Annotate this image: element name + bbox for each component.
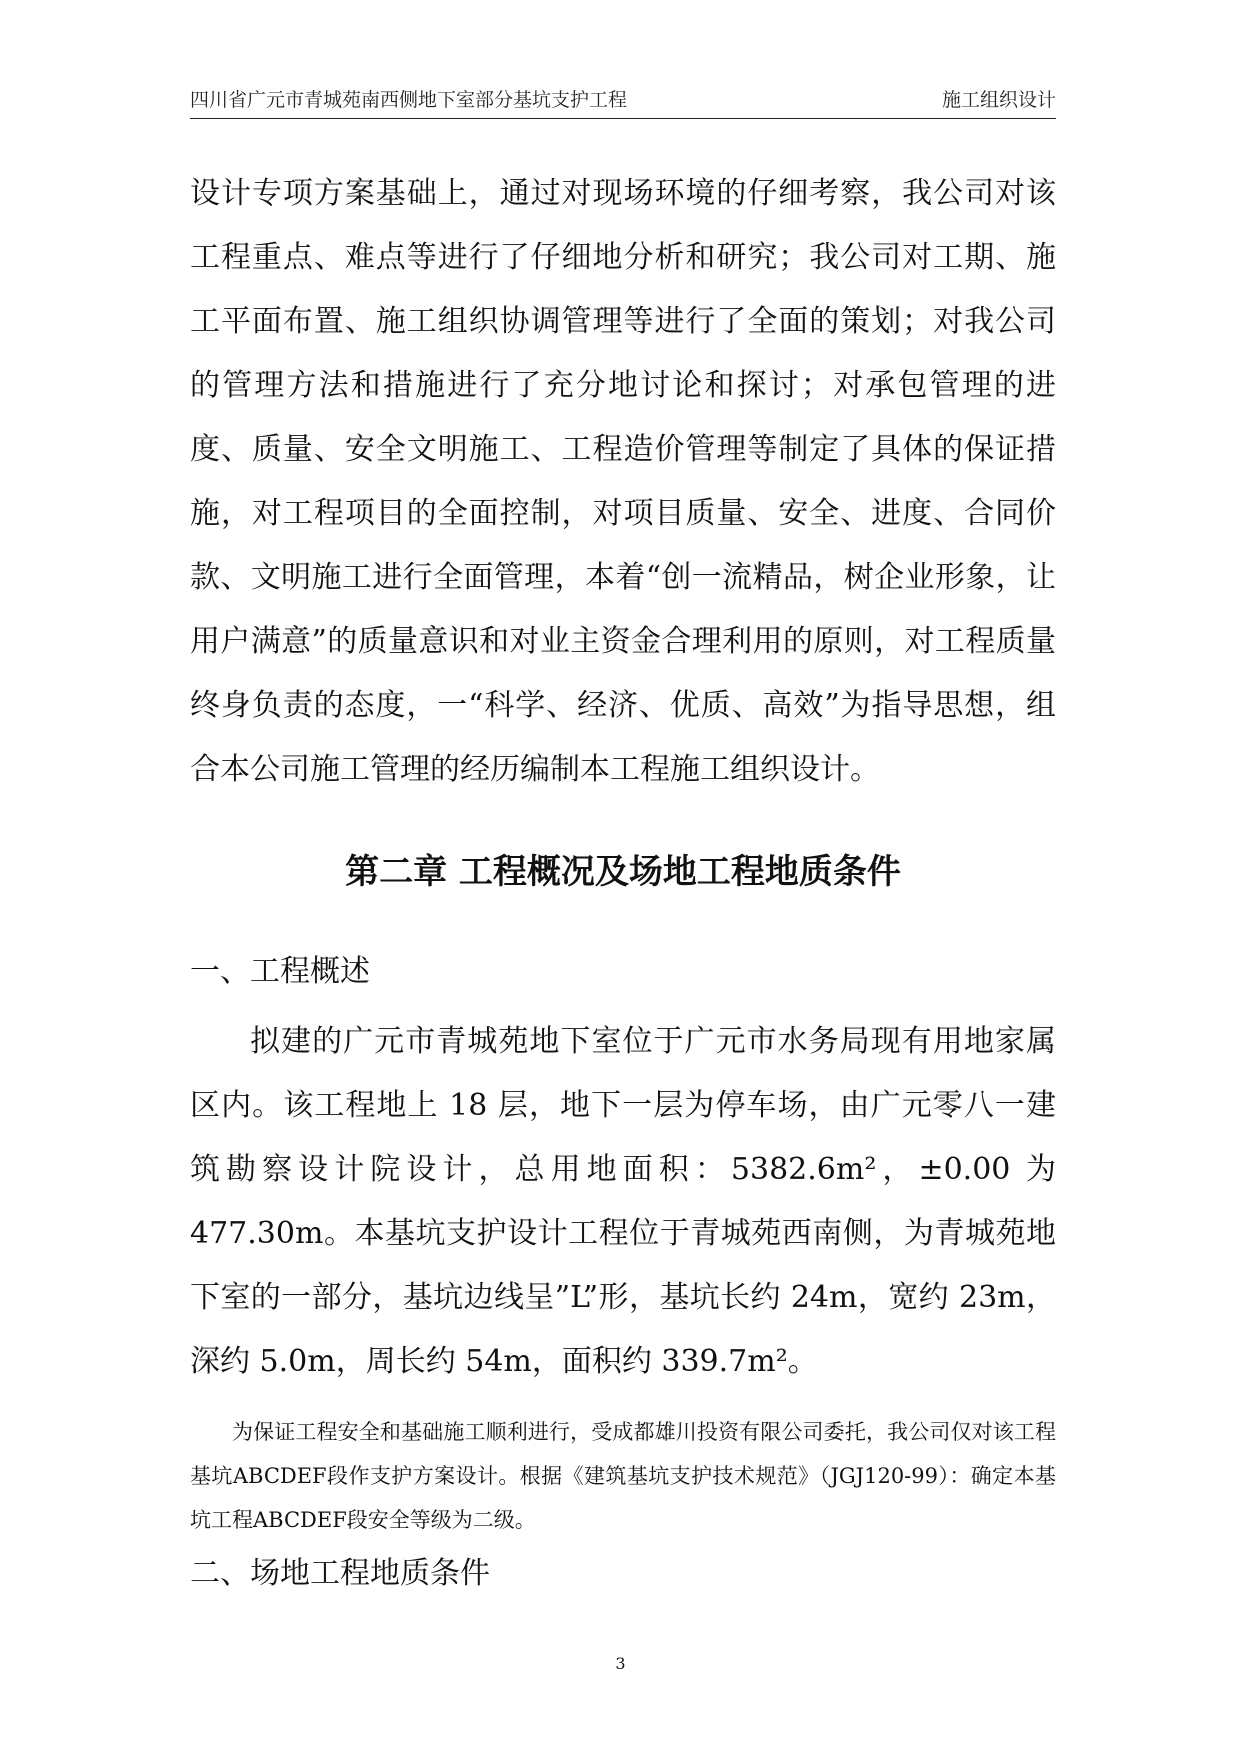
header-document-type: 施工组织设计 xyxy=(941,89,1056,111)
intro-paragraph: 设计专项方案基础上，通过对现场环境的仔细考察，我公司对该工程重点、难点等进行了仔细地分析和研究；我公司对工期、施工平面布置、施工组织协调管理等进行了全面的策划；对我公司的管理方法和措施进行了充分地讨论和探讨；对承包管理的进度、质量、安全文明施工、工程造价管理等制定了具体的保证措施，对工程项目的全面控制，对项目质量、安全、进度、合同价款、文明施工进行全面管理，本着“创一流精品，树企业形象，让用户满意”的质量意识和对业主资金合理利用的原则，对工程质量终身负责的态度，一“科学、经济、优质、高效”为指导思想，组合本公司施工管理的经历编制本工程施工组织设计。 xyxy=(190,176,1056,787)
commission-paragraph: 为保证工程安全和基础施工顺利进行，受成都雄川投资有限公司委托，我公司仅对该工程基坑ABCDEF段作支护方案设计。根据《建筑基坑支护技术规范》（JGJ120-99）：确定本基坑工程ABCDEF段安全等级为二级。 xyxy=(190,1420,1056,1532)
section-heading-overview: 一、工程概述 xyxy=(190,954,370,989)
intro-paragraph-block xyxy=(190,162,1056,802)
overview-paragraph-block xyxy=(190,1010,1056,1394)
overview-paragraph: 拟建的广元市青城苑地下室位于广元市水务局现有用地家属区内。该工程地上 18 层，地下一层为停车场，由广元零八一建筑勘察设计院设计，总用地面积：5382.6m²，±0.00 为 477.30m。本基坑支护设计工程位于青城苑西南侧，为青城苑地下室的一部分，基坑边线呈”L”形，基坑长约 24m，宽约 23m，深约 5.0m，周长约 54m，面积约 339.7m²。 xyxy=(190,1024,1056,1379)
page-number: 3 xyxy=(615,1654,626,1673)
page-header xyxy=(190,82,1056,119)
section-heading-geology: 二、场地工程地质条件 xyxy=(190,1556,490,1591)
commission-paragraph-block xyxy=(190,1410,1056,1542)
chapter-title: 第二章 工程概况及场地工程地质条件 xyxy=(345,852,901,892)
header-project-title: 四川省广元市青城苑南西侧地下室部分基坑支护工程 xyxy=(190,89,628,111)
